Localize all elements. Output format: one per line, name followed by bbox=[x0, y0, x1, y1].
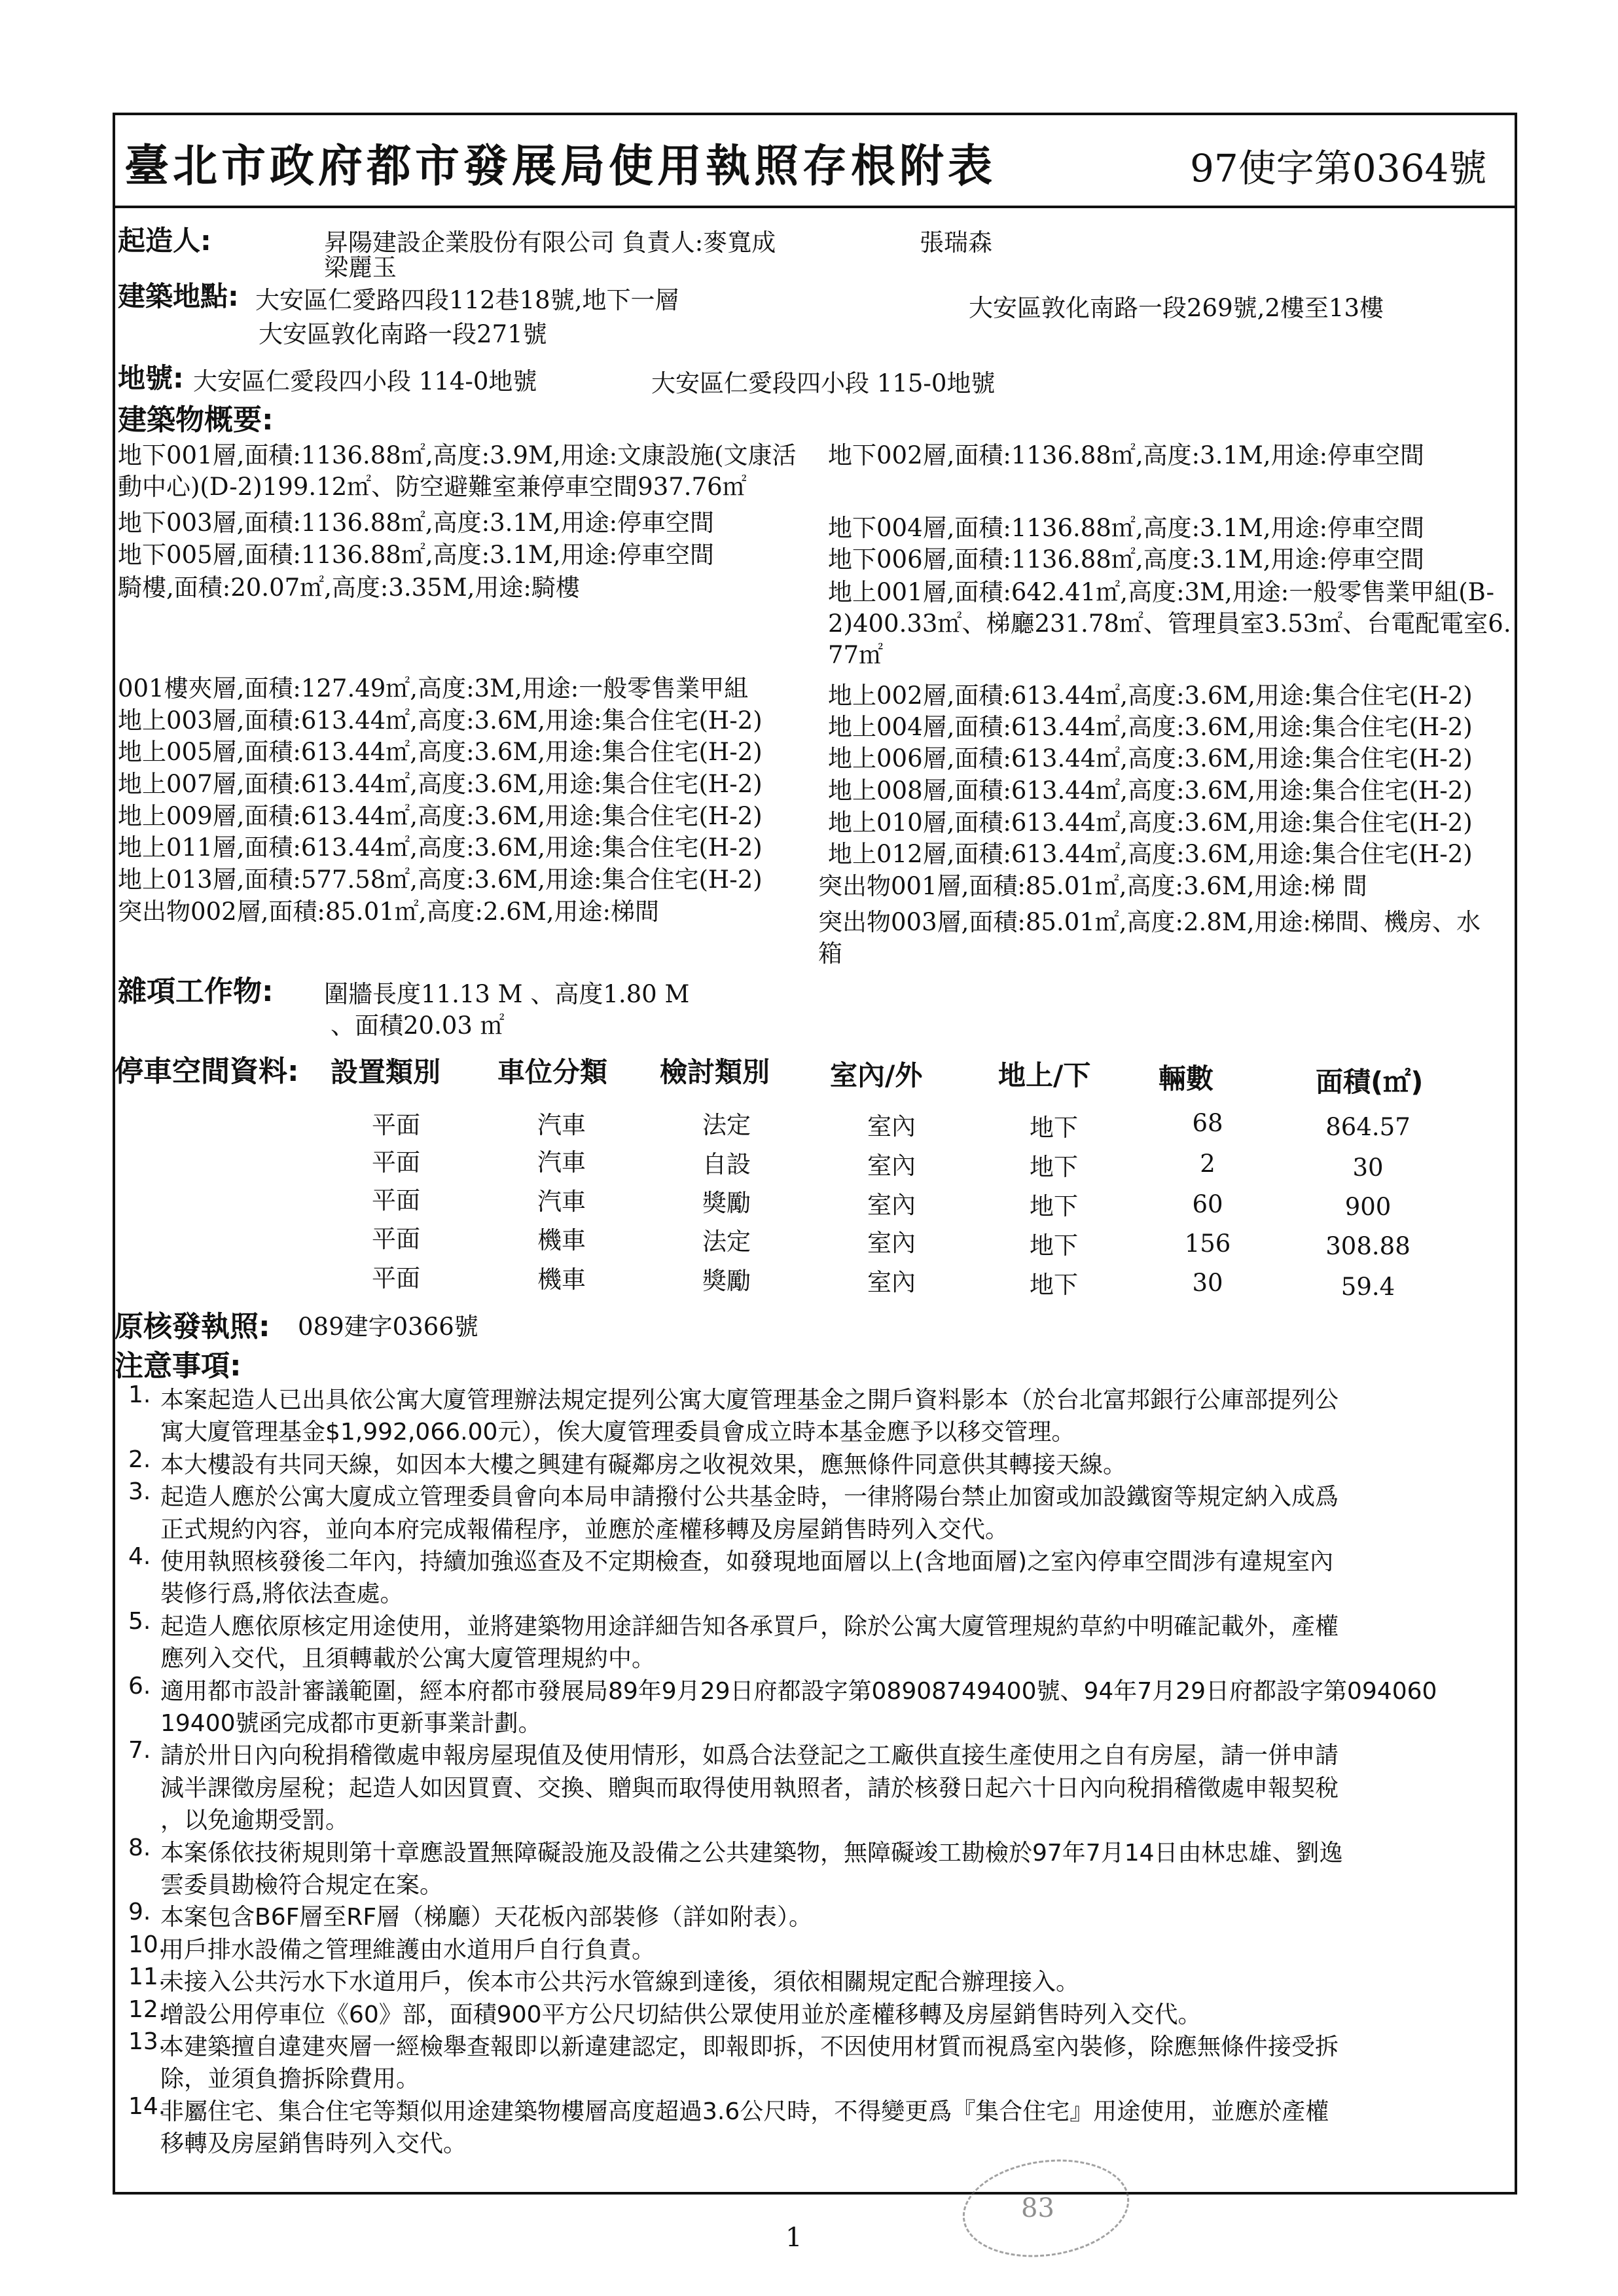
table-cell: 機車 bbox=[537, 1226, 586, 1254]
note-text: 寓大廈管理基金$1,992,066.00元），俟大廈管理委員會成立時本基金應予以移交管理。 bbox=[160, 1419, 1075, 1446]
table-cell: 地下 bbox=[1030, 1271, 1078, 1299]
note-text: 本案包含B6F層至RF層（梯廳）天花板內部裝修（詳如附表）。 bbox=[160, 1904, 813, 1931]
note-text: 請於卅日內向稅捐稽徵處申報房屋現值及使用情形，如爲合法登記之工廠供直接生產使用之自有房屋，請一併申請 bbox=[160, 1742, 1339, 1769]
overview-left-line: 地上011層,面積:613.44㎡,高度:3.6M,用途:集合住宅(H-2) bbox=[118, 833, 763, 862]
overview-right-line: 地下006層,面積:1136.88㎡,高度:3.1M,用途:停車空間 bbox=[828, 545, 1425, 574]
table-cell: 2 bbox=[1200, 1150, 1215, 1178]
page-number: 1 bbox=[785, 2223, 802, 2253]
note-text: 移轉及房屋銷售時列入交代。 bbox=[160, 2130, 467, 2157]
overview-left-line: 001樓夾層,面積:127.49㎡,高度:3M,用途:一般零售業甲組 bbox=[118, 674, 749, 702]
table-cell: 900 bbox=[1344, 1193, 1392, 1221]
lot-label: 地號: bbox=[118, 362, 184, 394]
table-cell: 地下 bbox=[1030, 1231, 1078, 1260]
table-cell: 59.4 bbox=[1340, 1273, 1395, 1301]
table-cell: 60 bbox=[1192, 1190, 1223, 1218]
table-cell: 獎勵 bbox=[702, 1189, 751, 1217]
table-cell: 自設 bbox=[702, 1150, 751, 1178]
note-text: 19400號函完成都市更新事業計劃。 bbox=[160, 1710, 542, 1737]
overview-right-line: 地上010層,面積:613.44㎡,高度:3.6M,用途:集合住宅(H-2) bbox=[828, 809, 1473, 837]
seal-text: 83 bbox=[1021, 2193, 1054, 2223]
note-number: 12. bbox=[128, 1996, 166, 2023]
license-number: 97使字第0364號 bbox=[1190, 146, 1487, 191]
overview-right-line: 突出物001層,面積:85.01㎡,高度:3.6M,用途:梯 間 bbox=[818, 872, 1367, 900]
note-text: 非屬住宅、集合住宅等類似用途建築物樓層高度超過3.6公尺時，不得變更爲『集合住宅』用途使用，並應於產權 bbox=[160, 2098, 1329, 2125]
overview-right-line: 地下004層,面積:1136.88㎡,高度:3.1M,用途:停車空間 bbox=[828, 514, 1425, 542]
note-text: 本案係依技術規則第十章應設置無障礙設施及設備之公共建築物，無障礙竣工勘檢於97年7月14日由林忠雄、劉逸 bbox=[160, 1840, 1343, 1867]
table-cell: 汽車 bbox=[537, 1188, 586, 1216]
parking-header-cell: 檢討類別 bbox=[660, 1056, 770, 1088]
parking-header-cell: 輛數 bbox=[1159, 1063, 1214, 1095]
overview-label: 建築物概要: bbox=[118, 403, 274, 437]
table-cell: 平面 bbox=[372, 1186, 420, 1214]
table-cell: 獎勵 bbox=[702, 1267, 751, 1295]
table-cell: 地下 bbox=[1030, 1192, 1078, 1220]
applicant-person-2: 張瑞森 bbox=[920, 228, 992, 257]
note-number: 10. bbox=[128, 1931, 166, 1958]
note-text: 雲委員勘檢符合規定在案。 bbox=[160, 1872, 444, 1899]
overview-right-line: 地上008層,面積:613.44㎡,高度:3.6M,用途:集合住宅(H-2) bbox=[828, 776, 1473, 805]
note-number: 5. bbox=[128, 1608, 151, 1635]
applicant-label: 起造人: bbox=[118, 225, 211, 257]
overview-right-line: 地上002層,面積:613.44㎡,高度:3.6M,用途:集合住宅(H-2) bbox=[828, 682, 1473, 710]
location-label: 建築地點: bbox=[118, 280, 239, 312]
overview-right-line: 地上012層,面積:613.44㎡,高度:3.6M,用途:集合住宅(H-2) bbox=[828, 840, 1473, 868]
note-text: 未接入公共污水下水道用戶，俟本市公共污水管線到達後，須依相關規定配合辦理接入。 bbox=[160, 1969, 1080, 1995]
note-text: 使用執照核發後二年內，持續加強巡查及不定期檢查，如發現地面層以上(含地面層)之室內停車空間涉有違規室內 bbox=[160, 1548, 1334, 1575]
note-text: 正式規約內容，並向本府完成報備程序，並應於產權移轉及房屋銷售時列入交代。 bbox=[160, 1516, 1009, 1543]
note-text: 起造人應依原核定用途使用，並將建築物用途詳細告知各承買戶，除於公寓大廈管理規約草約中明確記載外，產權 bbox=[160, 1613, 1339, 1640]
misc-line-1: 圍牆長度11.13 M 、高度1.80 M bbox=[324, 980, 690, 1008]
note-number: 11. bbox=[128, 1963, 166, 1990]
parking-header-cell: 室內/外 bbox=[830, 1059, 923, 1091]
table-cell: 汽車 bbox=[537, 1148, 586, 1176]
note-text: 本案起造人已出具依公寓大廈管理辦法規定提列公寓大廈管理基金之開戶資料影本（於台北富邦銀行公庫部提列公 bbox=[160, 1387, 1339, 1413]
lot-number-2: 大安區仁愛段四小段 115-0地號 bbox=[651, 369, 996, 397]
misc-label: 雜項工作物: bbox=[118, 975, 274, 1008]
overview-left-line: 地下005層,面積:1136.88㎡,高度:3.1M,用途:停車空間 bbox=[118, 541, 715, 569]
table-cell: 156 bbox=[1184, 1230, 1231, 1258]
note-text: 適用都市設計審議範圍，經本府都市發展局89年9月29日府都設字第08908749400號、94年7月29日府都設字第094060 bbox=[160, 1678, 1437, 1705]
overview-left-line: 地上009層,面積:613.44㎡,高度:3.6M,用途:集合住宅(H-2) bbox=[118, 802, 763, 830]
note-text: 本大樓設有共同天線，如因本大樓之興建有礙鄰房之收視效果，應無條件同意供其轉接天線。 bbox=[160, 1451, 1127, 1478]
lot-number-1: 大安區仁愛段四小段 114-0地號 bbox=[193, 367, 537, 395]
overview-right-line: 2)400.33㎡、梯廳231.78㎡、管理員室3.53㎡、台電配電室6. bbox=[828, 610, 1511, 638]
parking-header-cell: 面積(㎡) bbox=[1316, 1066, 1424, 1098]
overview-left-line: 地下001層,面積:1136.88㎡,高度:3.9M,用途:文康設施(文康活 bbox=[118, 441, 797, 469]
misc-line-2: 、面積20.03 ㎡ bbox=[331, 1011, 505, 1040]
overview-left-line: 地上007層,面積:613.44㎡,高度:3.6M,用途:集合住宅(H-2) bbox=[118, 770, 763, 798]
table-cell: 室內 bbox=[867, 1112, 916, 1140]
table-cell: 30 bbox=[1192, 1269, 1223, 1297]
overview-left-line: 動中心)(D-2)199.12㎡、防空避難室兼停車空間937.76㎡ bbox=[118, 473, 747, 501]
applicant-person-3: 梁麗玉 bbox=[324, 253, 397, 282]
overview-left-line: 地上005層,面積:613.44㎡,高度:3.6M,用途:集合住宅(H-2) bbox=[118, 738, 763, 766]
note-number: 6. bbox=[128, 1673, 151, 1700]
note-text: 增設公用停車位《60》部，面積900平方公尺切結供公眾使用並於產權移轉及房屋銷售時列入交代。 bbox=[160, 2001, 1202, 2028]
note-text: 起造人應於公寓大廈成立管理委員會向本局申請撥付公共基金時，一律將陽台禁止加窗或加設鐵窗等規定納入成爲 bbox=[160, 1484, 1339, 1510]
overview-left-line: 騎樓,面積:20.07㎡,高度:3.35M,用途:騎樓 bbox=[118, 574, 580, 602]
original-license-label: 原核發執照: bbox=[115, 1310, 270, 1343]
note-text: ，以免逾期受罰。 bbox=[160, 1807, 350, 1834]
original-license-value: 089建字0366號 bbox=[298, 1313, 478, 1341]
note-text: 用戶排水設備之管理維護由水道用戶自行負責。 bbox=[160, 1937, 656, 1963]
table-cell: 平面 bbox=[372, 1111, 420, 1139]
table-cell: 68 bbox=[1192, 1109, 1223, 1137]
table-cell: 864.57 bbox=[1325, 1113, 1411, 1141]
page-title: 臺北市政府都市發展局使用執照存根附表 bbox=[124, 140, 997, 192]
note-number: 4. bbox=[128, 1543, 151, 1570]
note-number: 8. bbox=[128, 1834, 151, 1861]
table-cell: 法定 bbox=[702, 1228, 751, 1256]
parking-header-cell: 地上/下 bbox=[998, 1059, 1091, 1091]
table-cell: 法定 bbox=[702, 1111, 751, 1139]
parking-label: 停車空間資料: bbox=[115, 1055, 299, 1088]
overview-right-line: 地上004層,面積:613.44㎡,高度:3.6M,用途:集合住宅(H-2) bbox=[828, 713, 1473, 741]
table-cell: 室內 bbox=[867, 1268, 916, 1296]
table-cell: 地下 bbox=[1030, 1153, 1078, 1181]
table-cell: 汽車 bbox=[537, 1111, 586, 1139]
overview-right-line: 箱 bbox=[818, 939, 842, 968]
table-cell: 地下 bbox=[1030, 1114, 1078, 1142]
note-number: 13. bbox=[128, 2028, 166, 2055]
note-number: 3. bbox=[128, 1478, 151, 1505]
overview-right-line: 77㎡ bbox=[828, 641, 884, 669]
overview-right-line: 地下002層,面積:1136.88㎡,高度:3.1M,用途:停車空間 bbox=[828, 441, 1425, 469]
table-cell: 308.88 bbox=[1325, 1232, 1411, 1260]
table-cell: 平面 bbox=[372, 1225, 420, 1253]
applicant-company: 昇陽建設企業股份有限公司 負責人:麥寬成 bbox=[324, 228, 776, 257]
overview-left-line: 地上003層,面積:613.44㎡,高度:3.6M,用途:集合住宅(H-2) bbox=[118, 706, 763, 735]
overview-right-line: 突出物003層,面積:85.01㎡,高度:2.8M,用途:梯間、機房、水 bbox=[818, 908, 1481, 936]
location-address-3: 大安區敦化南路一段271號 bbox=[259, 320, 547, 348]
table-cell: 室內 bbox=[867, 1229, 916, 1257]
overview-left-line: 地下003層,面積:1136.88㎡,高度:3.1M,用途:停車空間 bbox=[118, 509, 715, 537]
note-number: 7. bbox=[128, 1737, 151, 1764]
note-number: 2. bbox=[128, 1446, 151, 1473]
note-text: 減半課徵房屋稅；起造人如因買賣、交換、贈與而取得使用執照者，請於核發日起六十日內向稅捐稽徵處申報契稅 bbox=[160, 1775, 1339, 1802]
parking-header-cell: 車位分類 bbox=[497, 1056, 608, 1088]
note-text: 應列入交代，且須轉載於公寓大廈管理規約中。 bbox=[160, 1645, 656, 1672]
note-number: 9. bbox=[128, 1899, 151, 1925]
note-number: 1. bbox=[128, 1381, 151, 1408]
location-address-2: 大安區敦化南路一段269號,2樓至13樓 bbox=[969, 294, 1384, 322]
overview-right-line: 地上001層,面積:642.41㎡,高度:3M,用途:一般零售業甲組(B- bbox=[828, 578, 1495, 606]
table-cell: 機車 bbox=[537, 1266, 586, 1294]
note-text: 裝修行爲,將依法查處。 bbox=[160, 1580, 404, 1607]
location-address-1: 大安區仁愛路四段112巷18號,地下一層 bbox=[255, 286, 679, 314]
table-cell: 平面 bbox=[372, 1148, 420, 1176]
table-cell: 室內 bbox=[867, 1152, 916, 1180]
notes-label: 注意事項: bbox=[115, 1349, 242, 1383]
note-text: 本建築擅自違建夾層一經檢舉查報即以新違建認定，即報即拆，不因使用材質而視爲室內裝修，除應無條件接受拆 bbox=[160, 2033, 1339, 2060]
note-number: 14. bbox=[128, 2093, 166, 2120]
overview-left-line: 地上013層,面積:577.58㎡,高度:3.6M,用途:集合住宅(H-2) bbox=[118, 866, 763, 894]
note-text: 除，並須負擔拆除費用。 bbox=[160, 2066, 420, 2092]
parking-header-cell: 設置類別 bbox=[331, 1056, 441, 1088]
table-cell: 室內 bbox=[867, 1191, 916, 1219]
table-cell: 30 bbox=[1352, 1154, 1384, 1182]
overview-left-line: 突出物002層,面積:85.01㎡,高度:2.6M,用途:梯間 bbox=[118, 898, 659, 926]
overview-right-line: 地上006層,面積:613.44㎡,高度:3.6M,用途:集合住宅(H-2) bbox=[828, 744, 1473, 773]
table-cell: 平面 bbox=[372, 1264, 420, 1292]
